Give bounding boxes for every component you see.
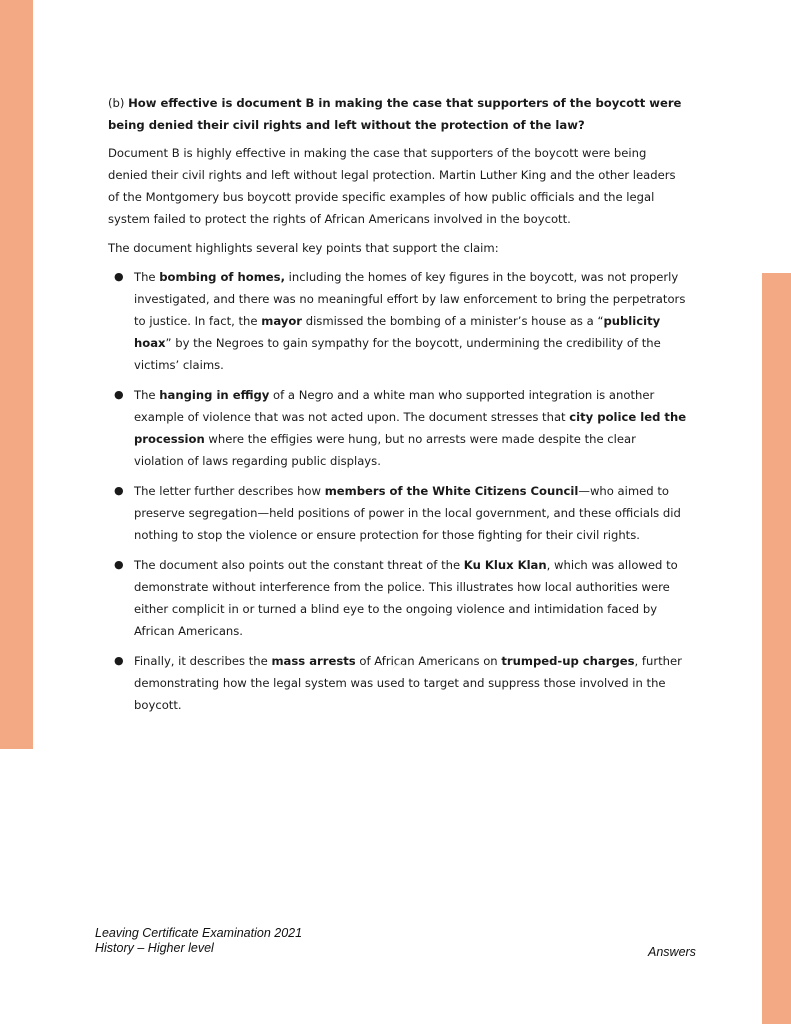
question-prefix: (b) bbox=[108, 96, 129, 110]
key-points-list bbox=[108, 266, 688, 716]
answer-content bbox=[108, 92, 688, 724]
list-item: ● The letter further describes how members of the White Citizens Council—who aimed to preserve segregation—held positions of power in the local government, and these officials did nothing to stop the violence or ensure protection for those fighting for their civil rights. bbox=[108, 480, 688, 546]
question-body: How effective is document B in making the case that supporters of the boycott were being denied their civil rights and left without the protection of the law? bbox=[108, 96, 682, 132]
list-item: ● The bombing of homes, including the homes of key figures in the boycott, was not properly investigated, and there was no meaningful effort by law enforcement to bring the perpetrators to justice. In fact, the mayor dismissed the bombing of a minister’s house as a “publicity hoax” by the Negroes to gain sympathy for the boycott, undermining the credibility of the victims’ claims. bbox=[108, 266, 688, 376]
left-accent-band bbox=[0, 0, 33, 749]
footer-exam-title: Leaving Certificate Examination 2021 bbox=[95, 926, 303, 940]
scroll-indicator bbox=[392, 664, 408, 673]
lead-in-paragraph: The document highlights several key points that support the claim: bbox=[108, 241, 499, 255]
bullet-icon: ● bbox=[114, 388, 124, 401]
footer-subject-level: History – Higher level bbox=[95, 941, 214, 955]
footer-exam-info bbox=[95, 926, 302, 956]
right-accent-band bbox=[762, 273, 791, 1024]
bullet-icon: ● bbox=[114, 270, 124, 283]
intro-paragraph: Document B is highly effective in making the case that supporters of the boycott were being denied their civil rights and left without legal protection. Martin Luther King and the other leaders of the Montgomery bus boycott provide specific examples of how public officials and the legal system failed to protect the rights of African Americans involved in the boycott. bbox=[108, 146, 676, 226]
list-item: ● Finally, it describes the mass arrests of African Americans on trumped-up charges, further demonstrating how the legal system was used to target and suppress those involved in the boycott. bbox=[108, 650, 688, 716]
list-item: ● The document also points out the constant threat of the Ku Klux Klan, which was allowed to demonstrate without interference from the police. This illustrates how local authorities were either complicit in or turned a blind eye to the ongoing violence and intimidation faced by African Americans. bbox=[108, 554, 688, 642]
bullet-icon: ● bbox=[114, 558, 124, 571]
footer-answers-label: Answers bbox=[648, 945, 696, 959]
bullet-icon: ● bbox=[114, 654, 124, 667]
list-item: ● The hanging in effigy of a Negro and a white man who supported integration is another example of violence that was not acted upon. The document stresses that city police led the procession where the effigies were hung, but no arrests were made despite the clear violation of laws regarding public displays. bbox=[108, 384, 688, 472]
question-text bbox=[108, 92, 688, 136]
bullet-icon: ● bbox=[114, 484, 124, 497]
